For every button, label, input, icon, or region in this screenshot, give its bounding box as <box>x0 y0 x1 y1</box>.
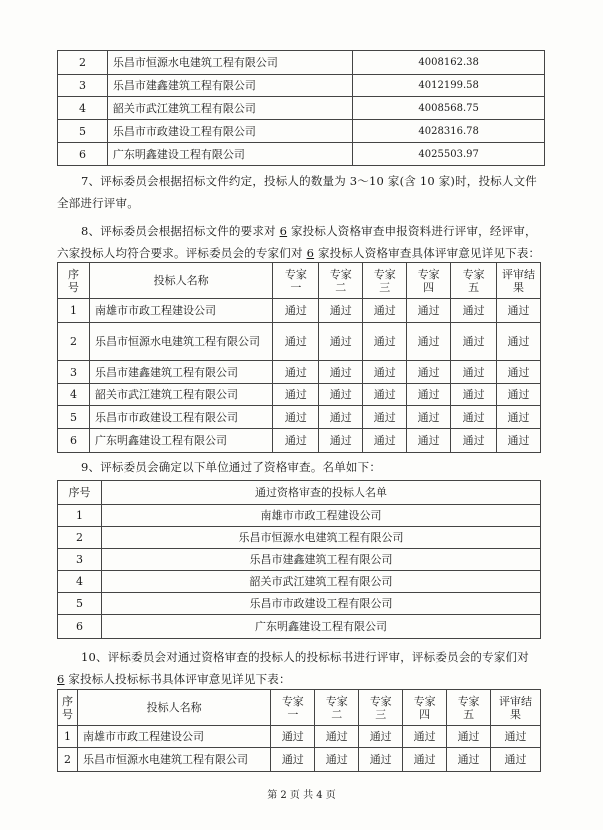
header-expert-3: 专家三 <box>363 263 407 299</box>
header-name: 投标人名称 <box>77 690 270 726</box>
table-header-row <box>58 263 541 299</box>
header-expert-4: 专家四 <box>403 690 447 726</box>
paragraph-8: 8、评标委员会根据招标文件的要求对 6 家投标人资格审查申报资料进行评审，经评审， 六家投标人均符合要求。评标委员会的专家们对 6 家投标人资格审查具体评审意见详见下表： <box>57 224 541 260</box>
header-result: 评审结果 <box>491 690 541 726</box>
qualification-review-table <box>57 262 541 453</box>
qualified-bidders-table <box>57 480 541 639</box>
header-expert-1: 专家一 <box>273 263 319 299</box>
header-no: 序号 <box>58 481 102 505</box>
table-row: 5 乐昌市市政建设工程有限公司 通过 通过 通过 通过 通过 通过 <box>58 406 541 429</box>
table-row: 5 乐昌市市政建设工程有限公司 4028316.78 <box>58 120 545 143</box>
table-row: 2 乐昌市恒源水电建筑工程有限公司 通过 通过 通过 通过 通过 通过 <box>58 323 541 361</box>
table-row: 6 广东明鑫建设工程有限公司 通过 通过 通过 通过 通过 通过 <box>58 429 541 453</box>
header-expert-3: 专家三 <box>359 690 403 726</box>
paragraph-10: 10、评标委员会对通过资格审查的投标人的投标标书进行评审，评标委员会的专家们对 6 家投标人投标标书具体评审意见详见下表： <box>57 650 529 686</box>
header-name: 通过资格审查的投标人名单 <box>101 481 540 505</box>
bid-amount-table <box>57 50 545 166</box>
header-no: 序号 <box>58 690 78 726</box>
paragraph-7: 7、评标委员会根据招标文件约定，投标人的数量为 3～10 家(含 10 家)时，投标人文件 全部进行评审。 <box>57 174 537 210</box>
table-header-row <box>58 481 541 505</box>
table-row: 4 韶关市武江建筑工程有限公司 <box>58 571 541 593</box>
header-expert-5: 专家五 <box>451 263 497 299</box>
table-row: 1 南雄市市政工程建设公司 <box>58 505 541 527</box>
header-expert-2: 专家二 <box>315 690 359 726</box>
table-row: 3 乐昌市建鑫建筑工程有限公司 通过 通过 通过 通过 通过 通过 <box>58 361 541 384</box>
table-header-row <box>58 690 541 726</box>
table-row: 1 南雄市市政工程建设公司 通过 通过 通过 通过 通过 通过 <box>58 299 541 323</box>
table-row: 2 乐昌市恒源水电建筑工程有限公司 通过 通过 通过 通过 通过 通过 <box>58 748 541 772</box>
table-row: 3 乐昌市建鑫建筑工程有限公司 <box>58 549 541 571</box>
header-no: 序号 <box>58 263 90 299</box>
bid-review-table <box>57 689 541 772</box>
table-row: 6 广东明鑫建设工程有限公司 <box>58 615 541 639</box>
header-result: 评审结果 <box>497 263 541 299</box>
header-expert-2: 专家二 <box>319 263 363 299</box>
table-row: 3 乐昌市建鑫建筑工程有限公司 4012199.58 <box>58 75 545 97</box>
table-row: 2 乐昌市恒源水电建筑工程有限公司 4008162.38 <box>58 51 545 75</box>
paragraph-9: 9、评标委员会确定以下单位通过了资格审查。名单如下： <box>81 460 382 474</box>
table-row: 4 韶关市武江建筑工程有限公司 4008568.75 <box>58 97 545 120</box>
table-row: 2 乐昌市恒源水电建筑工程有限公司 <box>58 527 541 549</box>
table-row: 4 韶关市武江建筑工程有限公司 通过 通过 通过 通过 通过 通过 <box>58 384 541 406</box>
table-row: 5 乐昌市市政建设工程有限公司 <box>58 593 541 615</box>
table-row: 6 广东明鑫建设工程有限公司 4025503.97 <box>58 143 545 166</box>
header-expert-4: 专家四 <box>407 263 451 299</box>
header-expert-5: 专家五 <box>447 690 491 726</box>
header-expert-1: 专家一 <box>271 690 315 726</box>
header-name: 投标人名称 <box>89 263 272 299</box>
page-number: 第 2 页 共 4 页 <box>267 790 336 801</box>
table-row: 1 南雄市市政工程建设公司 通过 通过 通过 通过 通过 通过 <box>58 726 541 748</box>
